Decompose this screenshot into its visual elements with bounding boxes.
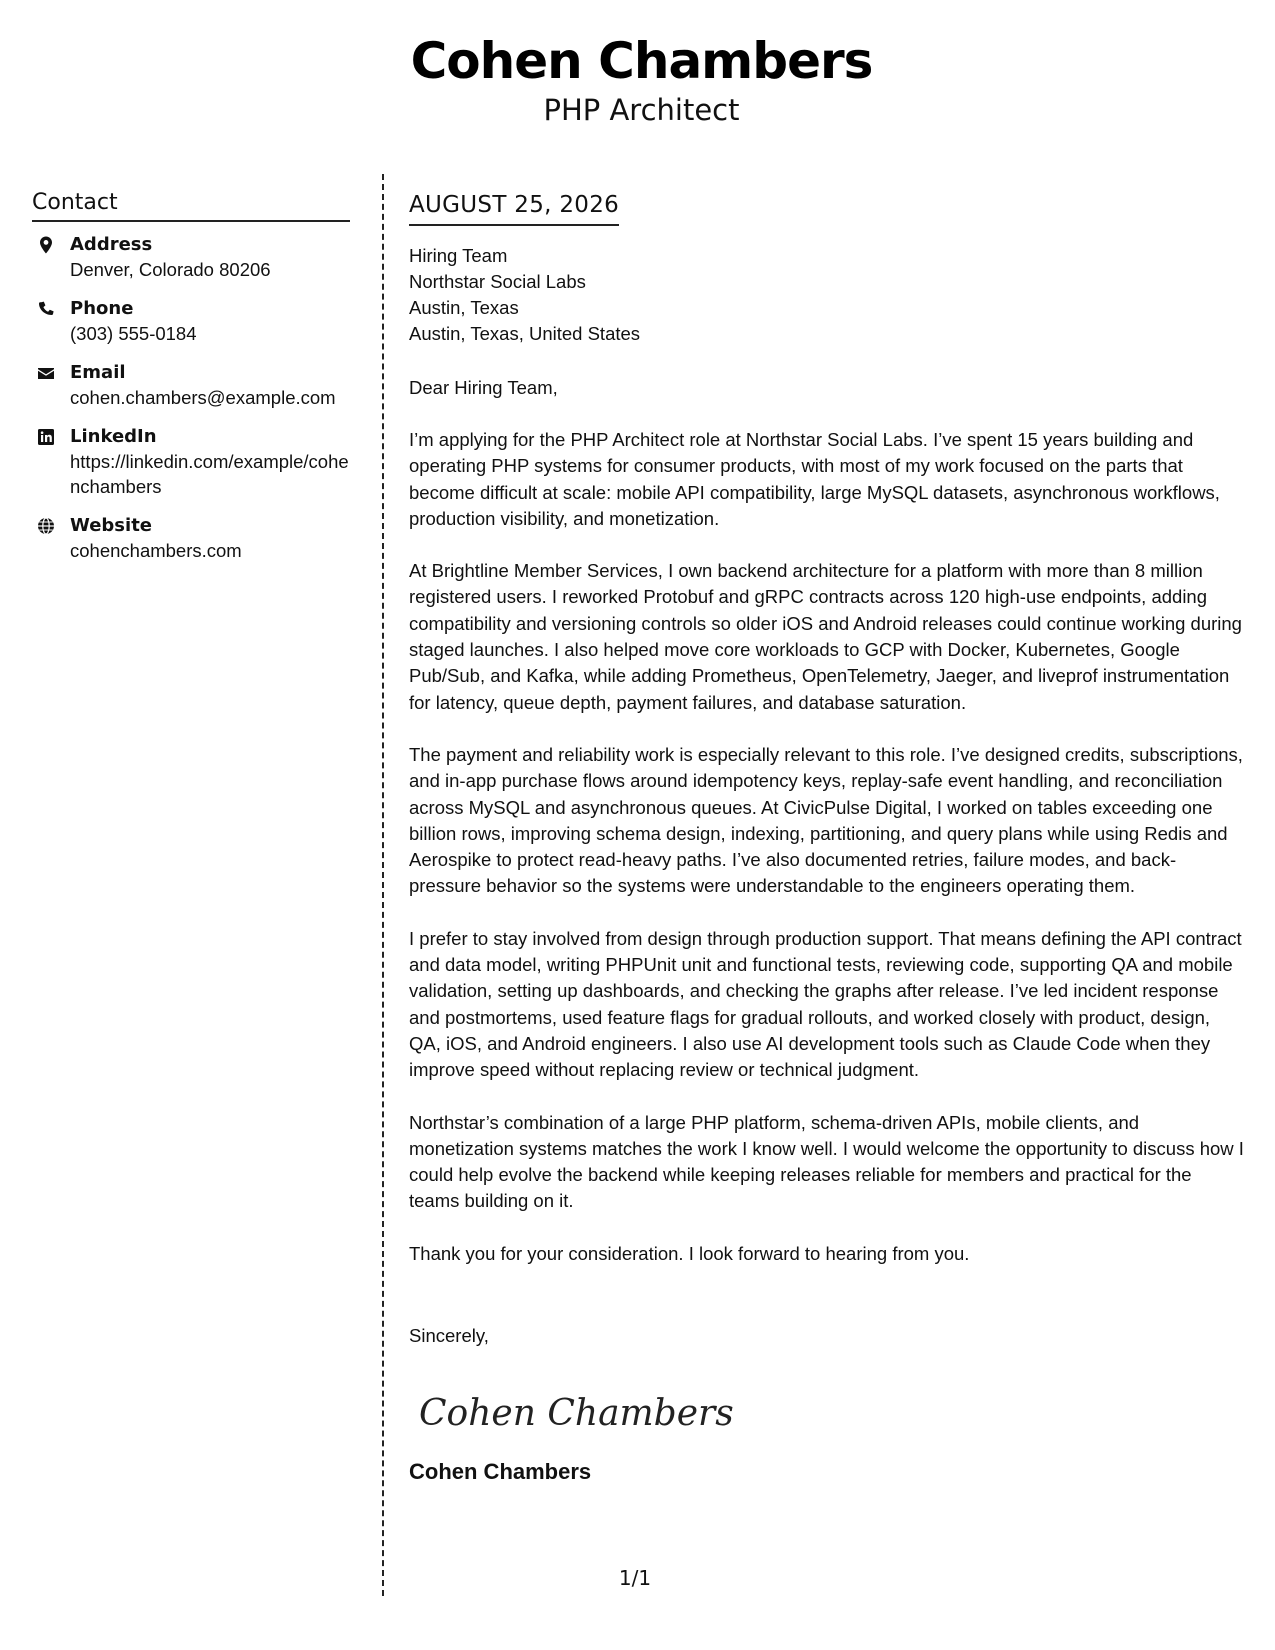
- website-value[interactable]: cohenchambers.com: [70, 540, 242, 561]
- salutation: Dear Hiring Team,: [409, 377, 558, 398]
- handwritten-signature: [419, 1383, 1244, 1443]
- resume-header: [0, 30, 1275, 127]
- contact-list: [32, 232, 350, 563]
- contact-label: LinkedIn: [70, 426, 157, 447]
- letter-date: AUGUST 25, 2026: [409, 190, 619, 226]
- globe-icon: [36, 516, 56, 536]
- contact-label: Address: [70, 234, 153, 255]
- recipient-line: Austin, Texas: [409, 297, 519, 318]
- letter-paragraph: The payment and reliability work is especially relevant to this role. I’ve designed credits, subscriptions, and in-app purchase flows around idempotency keys, replay-safe event handling, and reconciliation across MySQL and asynchronous queues. At CivicPulse Digital, I worked on tables exceeding one billion rows, improving schema design, indexing, partitioning, and query plans while using Redis and Aerospike to protect read-heavy paths. I’ve also documented retries, failure modes, and back-pressure behavior so the systems were understandable to the engineers operating them.: [409, 743, 1243, 897]
- map-pin-icon: [36, 235, 56, 255]
- address-value: Denver, Colorado 80206: [70, 259, 271, 280]
- closing: Sincerely,: [409, 1325, 489, 1347]
- letter-body: [409, 190, 1244, 1487]
- letter-paragraph: I’m applying for the PHP Architect role at Northstar Social Labs. I’ve spent 15 years building and operating PHP systems for consumer products, with most of my work focused on the parts that become difficult at scale: mobile API compatibility, large MySQL datasets, asynchronous workflows, production visibility, and monetization.: [409, 429, 1220, 529]
- recipient-line: Northstar Social Labs: [409, 271, 586, 292]
- recipient-line: Austin, Texas, United States: [409, 323, 641, 344]
- contact-heading: Contact: [32, 188, 350, 222]
- column-divider: [382, 174, 384, 1596]
- contact-label: Website: [70, 515, 153, 536]
- letter-paragraph: Thank you for your consideration. I look forward to hearing from you.: [409, 1242, 970, 1264]
- letter-paragraph: I prefer to stay involved from design through production support. That means defining the API contract and data model, writing PHPUnit unit and functional tests, reviewing code, supporting QA and mobile validation, setting up dashboards, and checking the graphs after release. I’ve led incident response and postmortems, used feature flags for gradual rollouts, and worked closely with product, design, QA, iOS, and Android engineers. I also use AI development tools such as Claude Code when they improve speed without replacing review or technical judgment.: [409, 927, 1242, 1081]
- contact-label: Email: [70, 362, 126, 383]
- linkedin-icon: [36, 427, 56, 447]
- phone-value[interactable]: (303) 555-0184: [70, 323, 197, 344]
- letter-paragraph: At Brightline Member Services, I own backend architecture for a platform with more than 8 million registered users. I reworked Protobuf and gRPC contracts across 120 high-use endpoints, adding compatibility and versioning controls so older iOS and Android releases could continue working during staged launches. I also helped move core workloads to GCP with Docker, Kubernetes, Google Pub/Sub, and Kafka, while adding Prometheus, OpenTelemetry, Jaeger, and liveprof instrumentation for latency, queue depth, payment failures, and database saturation.: [409, 560, 1242, 713]
- phone-icon: [36, 299, 56, 319]
- envelope-icon: [36, 363, 56, 383]
- signature-text: Cohen Chambers: [419, 1393, 734, 1435]
- contact-item-email: [32, 360, 350, 410]
- contact-item-linkedin: [32, 424, 350, 499]
- applicant-name: Cohen Chambers: [410, 32, 873, 90]
- contact-label: Phone: [70, 298, 134, 319]
- contact-item-phone: [32, 296, 350, 346]
- recipient-line: Hiring Team: [409, 245, 508, 266]
- page-number: 1/1: [618, 1566, 652, 1590]
- linkedin-value[interactable]: https://linkedin.com/example/cohenchambers: [70, 451, 349, 497]
- contact-sidebar: [32, 188, 350, 577]
- email-value[interactable]: cohen.chambers@example.com: [70, 387, 336, 408]
- signer-name: Cohen Chambers: [409, 1459, 592, 1485]
- contact-item-address: [32, 232, 350, 282]
- recipient-block: [409, 243, 1244, 347]
- contact-item-website: [32, 513, 350, 563]
- applicant-role: PHP Architect: [543, 93, 740, 127]
- letter-paragraph: Northstar’s combination of a large PHP platform, schema-driven APIs, mobile clients, and monetization systems matches the work I know well. I would welcome the opportunity to discuss how I could help evolve the backend while keeping releases reliable for members and practical for the teams building on it.: [409, 1111, 1244, 1212]
